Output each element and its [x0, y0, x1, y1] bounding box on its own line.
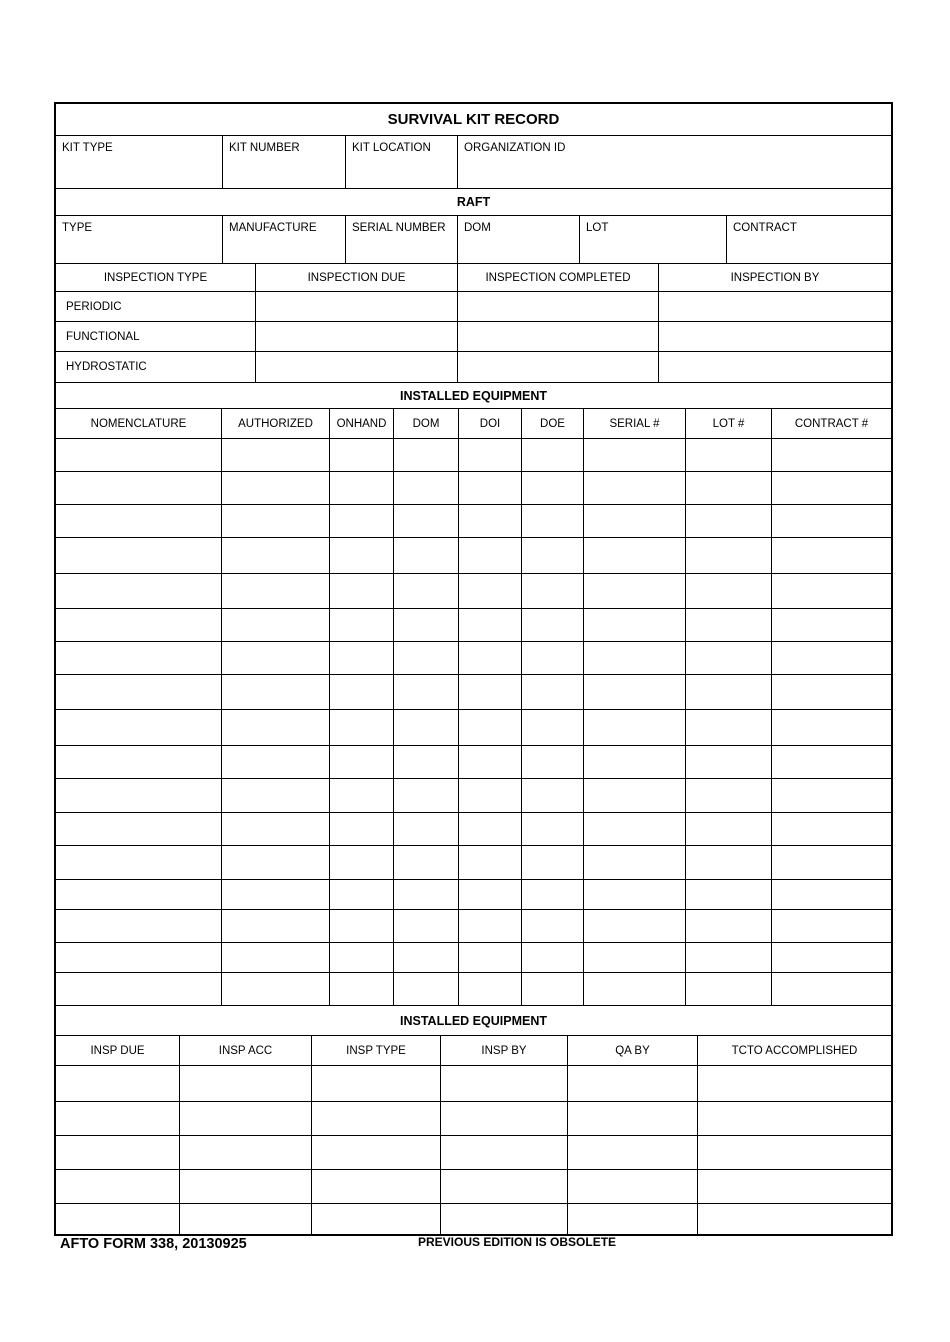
- insp-acc-header: INSP ACC: [180, 1036, 312, 1065]
- insp-by-header: INSP BY: [441, 1036, 568, 1065]
- equipment-cell[interactable]: [394, 472, 459, 504]
- equipment-cell[interactable]: [222, 846, 330, 879]
- equipment-cell[interactable]: [686, 609, 772, 641]
- raft-lot-field[interactable]: LOT: [580, 216, 727, 263]
- equipment-cell[interactable]: [686, 846, 772, 879]
- equipment-cell[interactable]: [686, 574, 772, 608]
- equipment-cell[interactable]: [394, 642, 459, 674]
- equipment-cell[interactable]: [330, 710, 394, 745]
- equipment-cell[interactable]: [772, 943, 891, 972]
- equipment-cell[interactable]: [772, 813, 891, 845]
- equipment2-cell[interactable]: [698, 1102, 891, 1135]
- equipment-cell[interactable]: [772, 779, 891, 812]
- equipment2-row: [56, 1204, 891, 1234]
- equipment-cell[interactable]: [772, 472, 891, 504]
- equipment-cell[interactable]: [222, 642, 330, 674]
- equipment-cell[interactable]: [56, 943, 222, 972]
- equipment2-cell[interactable]: [441, 1204, 568, 1234]
- equipment2-cell[interactable]: [312, 1204, 441, 1234]
- equipment2-cell[interactable]: [441, 1066, 568, 1101]
- equipment-cell[interactable]: [330, 642, 394, 674]
- equipment-cell[interactable]: [522, 813, 584, 845]
- equipment2-cell[interactable]: [56, 1066, 180, 1101]
- equipment2-cell[interactable]: [568, 1204, 698, 1234]
- equipment-cell[interactable]: [394, 943, 459, 972]
- inspection-row-label: FUNCTIONAL: [56, 322, 256, 351]
- equipment2-row: [56, 1102, 891, 1136]
- qa-by-header: QA BY: [568, 1036, 698, 1065]
- equipment-cell[interactable]: [522, 472, 584, 504]
- equipment2-header-row: [56, 1036, 891, 1066]
- equipment-cell[interactable]: [56, 472, 222, 504]
- equipment2-cell[interactable]: [180, 1136, 312, 1169]
- equipment-cell[interactable]: [394, 746, 459, 778]
- tcto-accomplished-header: TCTO ACCOMPLISHED: [731, 1044, 858, 1057]
- equipment-cell[interactable]: [330, 813, 394, 845]
- raft-manufacture-field[interactable]: MANUFACTURE: [223, 216, 346, 263]
- equipment-cell[interactable]: [330, 910, 394, 942]
- equipment-cell[interactable]: [394, 710, 459, 745]
- equipment-cell[interactable]: [394, 910, 459, 942]
- equipment-cell[interactable]: [330, 609, 394, 641]
- equipment2-cell[interactable]: [441, 1102, 568, 1135]
- equipment-cell[interactable]: [686, 973, 772, 1005]
- equipment-row: [56, 710, 891, 746]
- kit-location-field[interactable]: KIT LOCATION: [346, 136, 458, 188]
- equipment-row: [56, 746, 891, 779]
- equipment-cell[interactable]: [56, 846, 222, 879]
- equipment-cell[interactable]: [56, 710, 222, 745]
- inspection-row-functional: [56, 322, 891, 352]
- equipment-cell[interactable]: [330, 505, 394, 537]
- equipment-cell[interactable]: [686, 813, 772, 845]
- equipment-cell[interactable]: [772, 880, 891, 909]
- equipment-cell[interactable]: [584, 710, 686, 745]
- equipment-row: [56, 472, 891, 505]
- equipment2-cell[interactable]: [698, 1170, 891, 1203]
- equipment-cell[interactable]: [584, 574, 686, 608]
- dom-header: DOM: [394, 409, 459, 438]
- equipment2-cell[interactable]: [312, 1102, 441, 1135]
- equipment-cell[interactable]: [459, 813, 522, 845]
- equipment2-cell[interactable]: [180, 1102, 312, 1135]
- equipment-cell[interactable]: [394, 813, 459, 845]
- installed-equipment-title-2: INSTALLED EQUIPMENT: [56, 1006, 891, 1036]
- equipment-cell[interactable]: [584, 779, 686, 812]
- equipment-cell[interactable]: [772, 746, 891, 778]
- kit-type-field[interactable]: KIT TYPE: [56, 136, 223, 188]
- kit-number-field[interactable]: KIT NUMBER: [223, 136, 346, 188]
- equipment-cell[interactable]: [584, 910, 686, 942]
- equipment-cell[interactable]: [222, 779, 330, 812]
- organization-id-field[interactable]: ORGANIZATION ID: [464, 142, 566, 154]
- equipment-cell[interactable]: [584, 439, 686, 471]
- equipment-cell[interactable]: [394, 574, 459, 608]
- equipment-cell[interactable]: [459, 642, 522, 674]
- equipment-cell[interactable]: [330, 943, 394, 972]
- equipment-cell[interactable]: [522, 880, 584, 909]
- equipment-cell[interactable]: [222, 710, 330, 745]
- insp-due-header: INSP DUE: [56, 1036, 180, 1065]
- equipment-cell[interactable]: [330, 574, 394, 608]
- authorized-header: AUTHORIZED: [222, 409, 330, 438]
- equipment-cell[interactable]: [686, 675, 772, 709]
- inspection-by-input[interactable]: [659, 322, 891, 351]
- equipment-cell[interactable]: [686, 505, 772, 537]
- equipment-cell[interactable]: [584, 746, 686, 778]
- nomenclature-header: NOMENCLATURE: [56, 409, 222, 438]
- equipment-cell[interactable]: [522, 779, 584, 812]
- equipment-row: [56, 439, 891, 472]
- equipment-row: [56, 675, 891, 710]
- equipment-cell[interactable]: [394, 609, 459, 641]
- equipment2-cell[interactable]: [441, 1170, 568, 1203]
- equipment-cell[interactable]: [584, 609, 686, 641]
- equipment-cell[interactable]: [686, 472, 772, 504]
- equipment2-row: [56, 1136, 891, 1170]
- inspection-row-label: HYDROSTATIC: [56, 352, 256, 382]
- inspection-due-header: INSPECTION DUE: [256, 264, 458, 291]
- equipment2-cell[interactable]: [441, 1136, 568, 1169]
- equipment-cell[interactable]: [459, 846, 522, 879]
- equipment-cell[interactable]: [772, 538, 891, 573]
- equipment2-cell[interactable]: [568, 1102, 698, 1135]
- equipment-cell[interactable]: [686, 642, 772, 674]
- equipment-row: [56, 973, 891, 1006]
- equipment-cell[interactable]: [330, 746, 394, 778]
- equipment-cell[interactable]: [522, 439, 584, 471]
- equipment-cell[interactable]: [394, 846, 459, 879]
- inspection-completed-input[interactable]: [458, 352, 659, 382]
- equipment-cell[interactable]: [584, 943, 686, 972]
- equipment2-cell[interactable]: [698, 1066, 891, 1101]
- equipment-cell[interactable]: [222, 505, 330, 537]
- equipment2-cell[interactable]: [180, 1204, 312, 1234]
- equipment-cell[interactable]: [772, 609, 891, 641]
- equipment-row: [56, 574, 891, 609]
- equipment2-cell[interactable]: [56, 1136, 180, 1169]
- equipment-cell[interactable]: [584, 675, 686, 709]
- equipment-cell[interactable]: [222, 472, 330, 504]
- equipment-row: [56, 538, 891, 574]
- equipment2-cell[interactable]: [312, 1136, 441, 1169]
- equipment-row: [56, 813, 891, 846]
- equipment-cell[interactable]: [394, 538, 459, 573]
- equipment-cell[interactable]: [330, 973, 394, 1005]
- equipment-cell[interactable]: [584, 880, 686, 909]
- equipment-cell[interactable]: [330, 779, 394, 812]
- equipment-cell[interactable]: [522, 675, 584, 709]
- equipment-cell[interactable]: [459, 675, 522, 709]
- equipment-cell[interactable]: [56, 538, 222, 573]
- form-id: AFTO FORM 338, 20130925: [60, 1236, 247, 1252]
- equipment-row: [56, 505, 891, 538]
- inspection-header-row: [56, 264, 891, 292]
- equipment-cell[interactable]: [772, 973, 891, 1005]
- equipment-cell[interactable]: [522, 710, 584, 745]
- inspection-completed-input[interactable]: [458, 322, 659, 351]
- equipment-cell[interactable]: [772, 710, 891, 745]
- inspection-by-header: INSPECTION BY: [730, 271, 820, 284]
- equipment-row: [56, 880, 891, 910]
- equipment-cell[interactable]: [584, 505, 686, 537]
- equipment-cell[interactable]: [522, 746, 584, 778]
- inspection-by-input[interactable]: [659, 292, 891, 321]
- equipment-cell[interactable]: [522, 609, 584, 641]
- inspection-row-label: PERIODIC: [56, 292, 256, 321]
- equipment2-cell[interactable]: [568, 1066, 698, 1101]
- equipment2-cell[interactable]: [568, 1170, 698, 1203]
- raft-type-field[interactable]: TYPE: [56, 216, 223, 263]
- equipment-cell[interactable]: [772, 574, 891, 608]
- inspection-row-periodic: [56, 292, 891, 322]
- inspection-by-input[interactable]: [659, 352, 891, 382]
- equipment-cell[interactable]: [522, 505, 584, 537]
- equipment-cell[interactable]: [394, 505, 459, 537]
- equipment-cell[interactable]: [686, 710, 772, 745]
- equipment-cell[interactable]: [222, 880, 330, 909]
- equipment2-cell[interactable]: [312, 1066, 441, 1101]
- obsolete-notice: PREVIOUS EDITION IS OBSOLETE: [418, 1235, 617, 1249]
- equipment-cell[interactable]: [222, 746, 330, 778]
- equipment-cell[interactable]: [222, 675, 330, 709]
- doi-header: DOI: [459, 409, 522, 438]
- equipment-cell[interactable]: [584, 472, 686, 504]
- equipment-cell[interactable]: [394, 880, 459, 909]
- equipment-cell[interactable]: [459, 943, 522, 972]
- doe-header: DOE: [522, 409, 584, 438]
- equipment-cell[interactable]: [222, 574, 330, 608]
- equipment-cell[interactable]: [522, 943, 584, 972]
- equipment-cell[interactable]: [330, 880, 394, 909]
- equipment-cell[interactable]: [772, 910, 891, 942]
- equipment-cell[interactable]: [56, 439, 222, 471]
- equipment-cell[interactable]: [459, 538, 522, 573]
- inspection-due-input[interactable]: [256, 292, 458, 321]
- equipment-cell[interactable]: [772, 675, 891, 709]
- raft-title: RAFT: [56, 189, 891, 216]
- equipment2-cell[interactable]: [180, 1170, 312, 1203]
- equipment-cell[interactable]: [584, 813, 686, 845]
- equipment-cell[interactable]: [772, 642, 891, 674]
- equipment-cell[interactable]: [330, 846, 394, 879]
- equipment-cell[interactable]: [394, 675, 459, 709]
- equipment2-cell[interactable]: [56, 1102, 180, 1135]
- equipment-cell[interactable]: [459, 910, 522, 942]
- raft-dom-field[interactable]: DOM: [458, 216, 580, 263]
- equipment-cell[interactable]: [686, 943, 772, 972]
- equipment2-cell[interactable]: [180, 1066, 312, 1101]
- equipment-cell[interactable]: [394, 779, 459, 812]
- inspection-type-header: INSPECTION TYPE: [56, 264, 256, 291]
- equipment-cell[interactable]: [56, 813, 222, 845]
- equipment-cell[interactable]: [459, 505, 522, 537]
- equipment-cell[interactable]: [686, 880, 772, 909]
- lot-header: LOT #: [686, 409, 772, 438]
- equipment-cell[interactable]: [459, 710, 522, 745]
- equipment-cell[interactable]: [330, 472, 394, 504]
- equipment2-cell[interactable]: [698, 1204, 891, 1234]
- equipment-cell[interactable]: [56, 880, 222, 909]
- equipment2-cell[interactable]: [312, 1170, 441, 1203]
- equipment-cell[interactable]: [686, 746, 772, 778]
- equipment-row: [56, 642, 891, 675]
- equipment-cell[interactable]: [522, 574, 584, 608]
- equipment-row: [56, 910, 891, 943]
- equipment-cell[interactable]: [772, 846, 891, 879]
- equipment-cell[interactable]: [522, 910, 584, 942]
- equipment2-cell[interactable]: [568, 1136, 698, 1169]
- equipment-cell[interactable]: [394, 973, 459, 1005]
- equipment-cell[interactable]: [772, 439, 891, 471]
- equipment-cell[interactable]: [56, 910, 222, 942]
- insp-type-header: INSP TYPE: [312, 1036, 441, 1065]
- equipment-cell[interactable]: [584, 642, 686, 674]
- equipment-cell[interactable]: [222, 609, 330, 641]
- equipment2-row: [56, 1170, 891, 1204]
- equipment2-cell[interactable]: [56, 1170, 180, 1203]
- raft-serial-number-field[interactable]: SERIAL NUMBER: [346, 216, 458, 263]
- equipment-cell[interactable]: [522, 973, 584, 1005]
- equipment-cell[interactable]: [56, 779, 222, 812]
- inspection-row-hydrostatic: [56, 352, 891, 383]
- equipment-cell[interactable]: [459, 746, 522, 778]
- equipment-cell[interactable]: [222, 973, 330, 1005]
- equipment-cell[interactable]: [56, 574, 222, 608]
- equipment-cell[interactable]: [222, 910, 330, 942]
- equipment-cell[interactable]: [522, 642, 584, 674]
- equipment-row: [56, 609, 891, 642]
- equipment-cell[interactable]: [330, 538, 394, 573]
- equipment-cell[interactable]: [459, 439, 522, 471]
- kit-row: [56, 136, 891, 189]
- equipment-cell[interactable]: [56, 675, 222, 709]
- equipment2-cell[interactable]: [698, 1136, 891, 1169]
- equipment-cell[interactable]: [522, 538, 584, 573]
- inspection-completed-input[interactable]: [458, 292, 659, 321]
- survival-kit-form: [54, 102, 893, 1236]
- serial-header: SERIAL #: [584, 409, 686, 438]
- equipment-cell[interactable]: [330, 675, 394, 709]
- equipment-row: [56, 943, 891, 973]
- equipment-cell[interactable]: [459, 880, 522, 909]
- equipment-cell[interactable]: [459, 779, 522, 812]
- raft-contract-field[interactable]: CONTRACT: [733, 222, 797, 234]
- equipment-cell[interactable]: [330, 439, 394, 471]
- installed-equipment-title: INSTALLED EQUIPMENT: [56, 383, 891, 409]
- onhand-header: ONHAND: [330, 409, 394, 438]
- equipment-cell[interactable]: [56, 505, 222, 537]
- equipment-cell[interactable]: [584, 846, 686, 879]
- raft-row: [56, 216, 891, 264]
- equipment-cell[interactable]: [56, 609, 222, 641]
- equipment-cell[interactable]: [459, 574, 522, 608]
- inspection-due-input[interactable]: [256, 322, 458, 351]
- equipment-cell[interactable]: [222, 943, 330, 972]
- equipment-cell[interactable]: [584, 973, 686, 1005]
- equipment-cell[interactable]: [686, 538, 772, 573]
- form-title: SURVIVAL KIT RECORD: [56, 104, 891, 136]
- equipment-cell[interactable]: [522, 846, 584, 879]
- equipment-cell[interactable]: [222, 813, 330, 845]
- equipment-cell[interactable]: [56, 973, 222, 1005]
- equipment-header-row: [56, 409, 891, 439]
- equipment-cell[interactable]: [686, 910, 772, 942]
- equipment-cell[interactable]: [56, 642, 222, 674]
- equipment2-row: [56, 1066, 891, 1102]
- equipment-cell[interactable]: [394, 439, 459, 471]
- equipment-cell[interactable]: [772, 505, 891, 537]
- equipment-cell[interactable]: [459, 609, 522, 641]
- equipment-cell[interactable]: [459, 472, 522, 504]
- inspection-due-input[interactable]: [256, 352, 458, 382]
- equipment-cell[interactable]: [222, 538, 330, 573]
- equipment-cell[interactable]: [222, 439, 330, 471]
- equipment-cell[interactable]: [459, 973, 522, 1005]
- contract-header: CONTRACT #: [794, 417, 869, 430]
- equipment-row: [56, 846, 891, 880]
- inspection-completed-header: INSPECTION COMPLETED: [458, 264, 659, 291]
- equipment-row: [56, 779, 891, 813]
- equipment-cell[interactable]: [584, 538, 686, 573]
- equipment-cell[interactable]: [686, 439, 772, 471]
- equipment2-cell[interactable]: [56, 1204, 180, 1234]
- equipment-cell[interactable]: [56, 746, 222, 778]
- equipment-cell[interactable]: [686, 779, 772, 812]
